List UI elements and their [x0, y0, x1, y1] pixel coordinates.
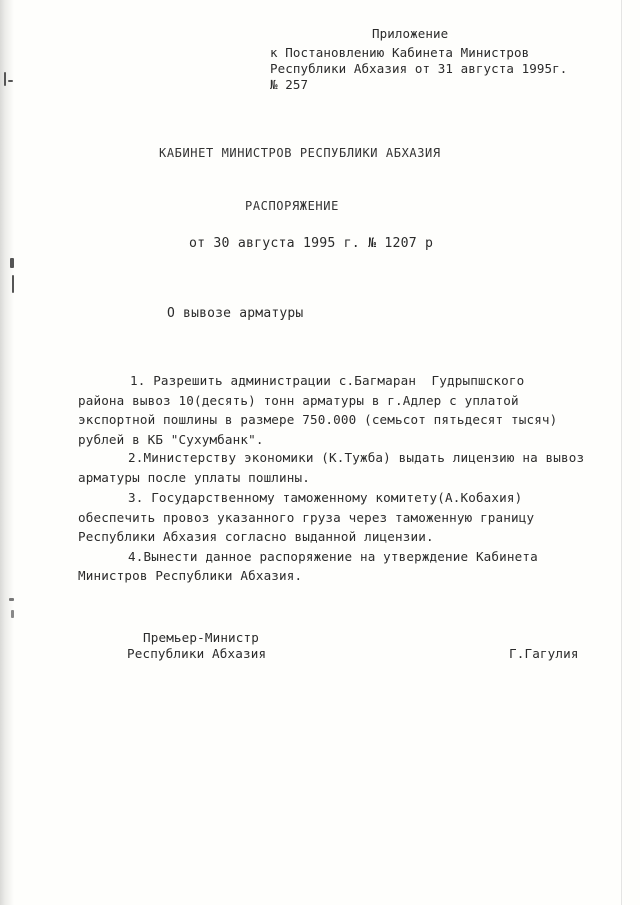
body-line: 3. Государственному таможенному комитету(А.Кобахия): [128, 490, 523, 505]
appendix-line-number: № 257: [270, 77, 309, 92]
scan-artifact: [12, 275, 14, 293]
scan-fold-line: [621, 0, 622, 905]
signatory-name: Г.Гагулия: [509, 646, 579, 661]
appendix-line-republic-date: Республики Абхазия от 31 августа 1995г.: [270, 61, 568, 76]
body-line: арматуры после уплаты пошлины.: [78, 470, 310, 485]
scan-artifact: [9, 598, 14, 601]
body-line: рублей в КБ "Сухумбанк".: [78, 432, 264, 447]
appendix-line-decree: к Постановлению Кабинета Министров: [270, 45, 530, 60]
body-line: Министров Республики Абхазия.: [78, 568, 303, 583]
body-line: 4.Вынести данное распоряжение на утверждение Кабинета: [128, 549, 538, 564]
document-type-heading: РАСПОРЯЖЕНИЕ: [245, 199, 339, 213]
scan-artifact: [4, 72, 6, 86]
body-line: экспортной пошлины в размере 750.000 (семьсот пятьдесят тысяч): [78, 412, 558, 427]
appendix-title: Приложение: [372, 26, 449, 41]
scan-artifact: [10, 258, 14, 268]
signatory-title: Премьер-Министр: [143, 630, 259, 645]
issuer-heading: КАБИНЕТ МИНИСТРОВ РЕСПУБЛИКИ АБХАЗИЯ: [159, 146, 441, 160]
body-line: 2.Министерству экономики (К.Тужба) выдать лицензию на вывоз: [128, 450, 585, 465]
body-line: Республики Абхазия согласно выданной лицензии.: [78, 529, 434, 544]
document-subject: О вывозе арматуры: [167, 306, 304, 321]
body-line: обеспечить провоз указанного груза через таможенную границу: [78, 510, 535, 525]
scan-artifact: [11, 610, 14, 618]
scan-edge-shadow: [0, 0, 14, 905]
body-line: района вывоз 10(десять) тонн арматуры в г.Адлер с уплатой: [78, 393, 519, 408]
signatory-title-republic: Республики Абхазия: [127, 646, 267, 661]
body-line: 1. Разрешить администрации с.Багмаран Гудрыпшского: [130, 373, 525, 388]
document-date-number: от 30 августа 1995 г. № 1207 р: [189, 236, 434, 251]
scan-artifact: [8, 80, 13, 82]
